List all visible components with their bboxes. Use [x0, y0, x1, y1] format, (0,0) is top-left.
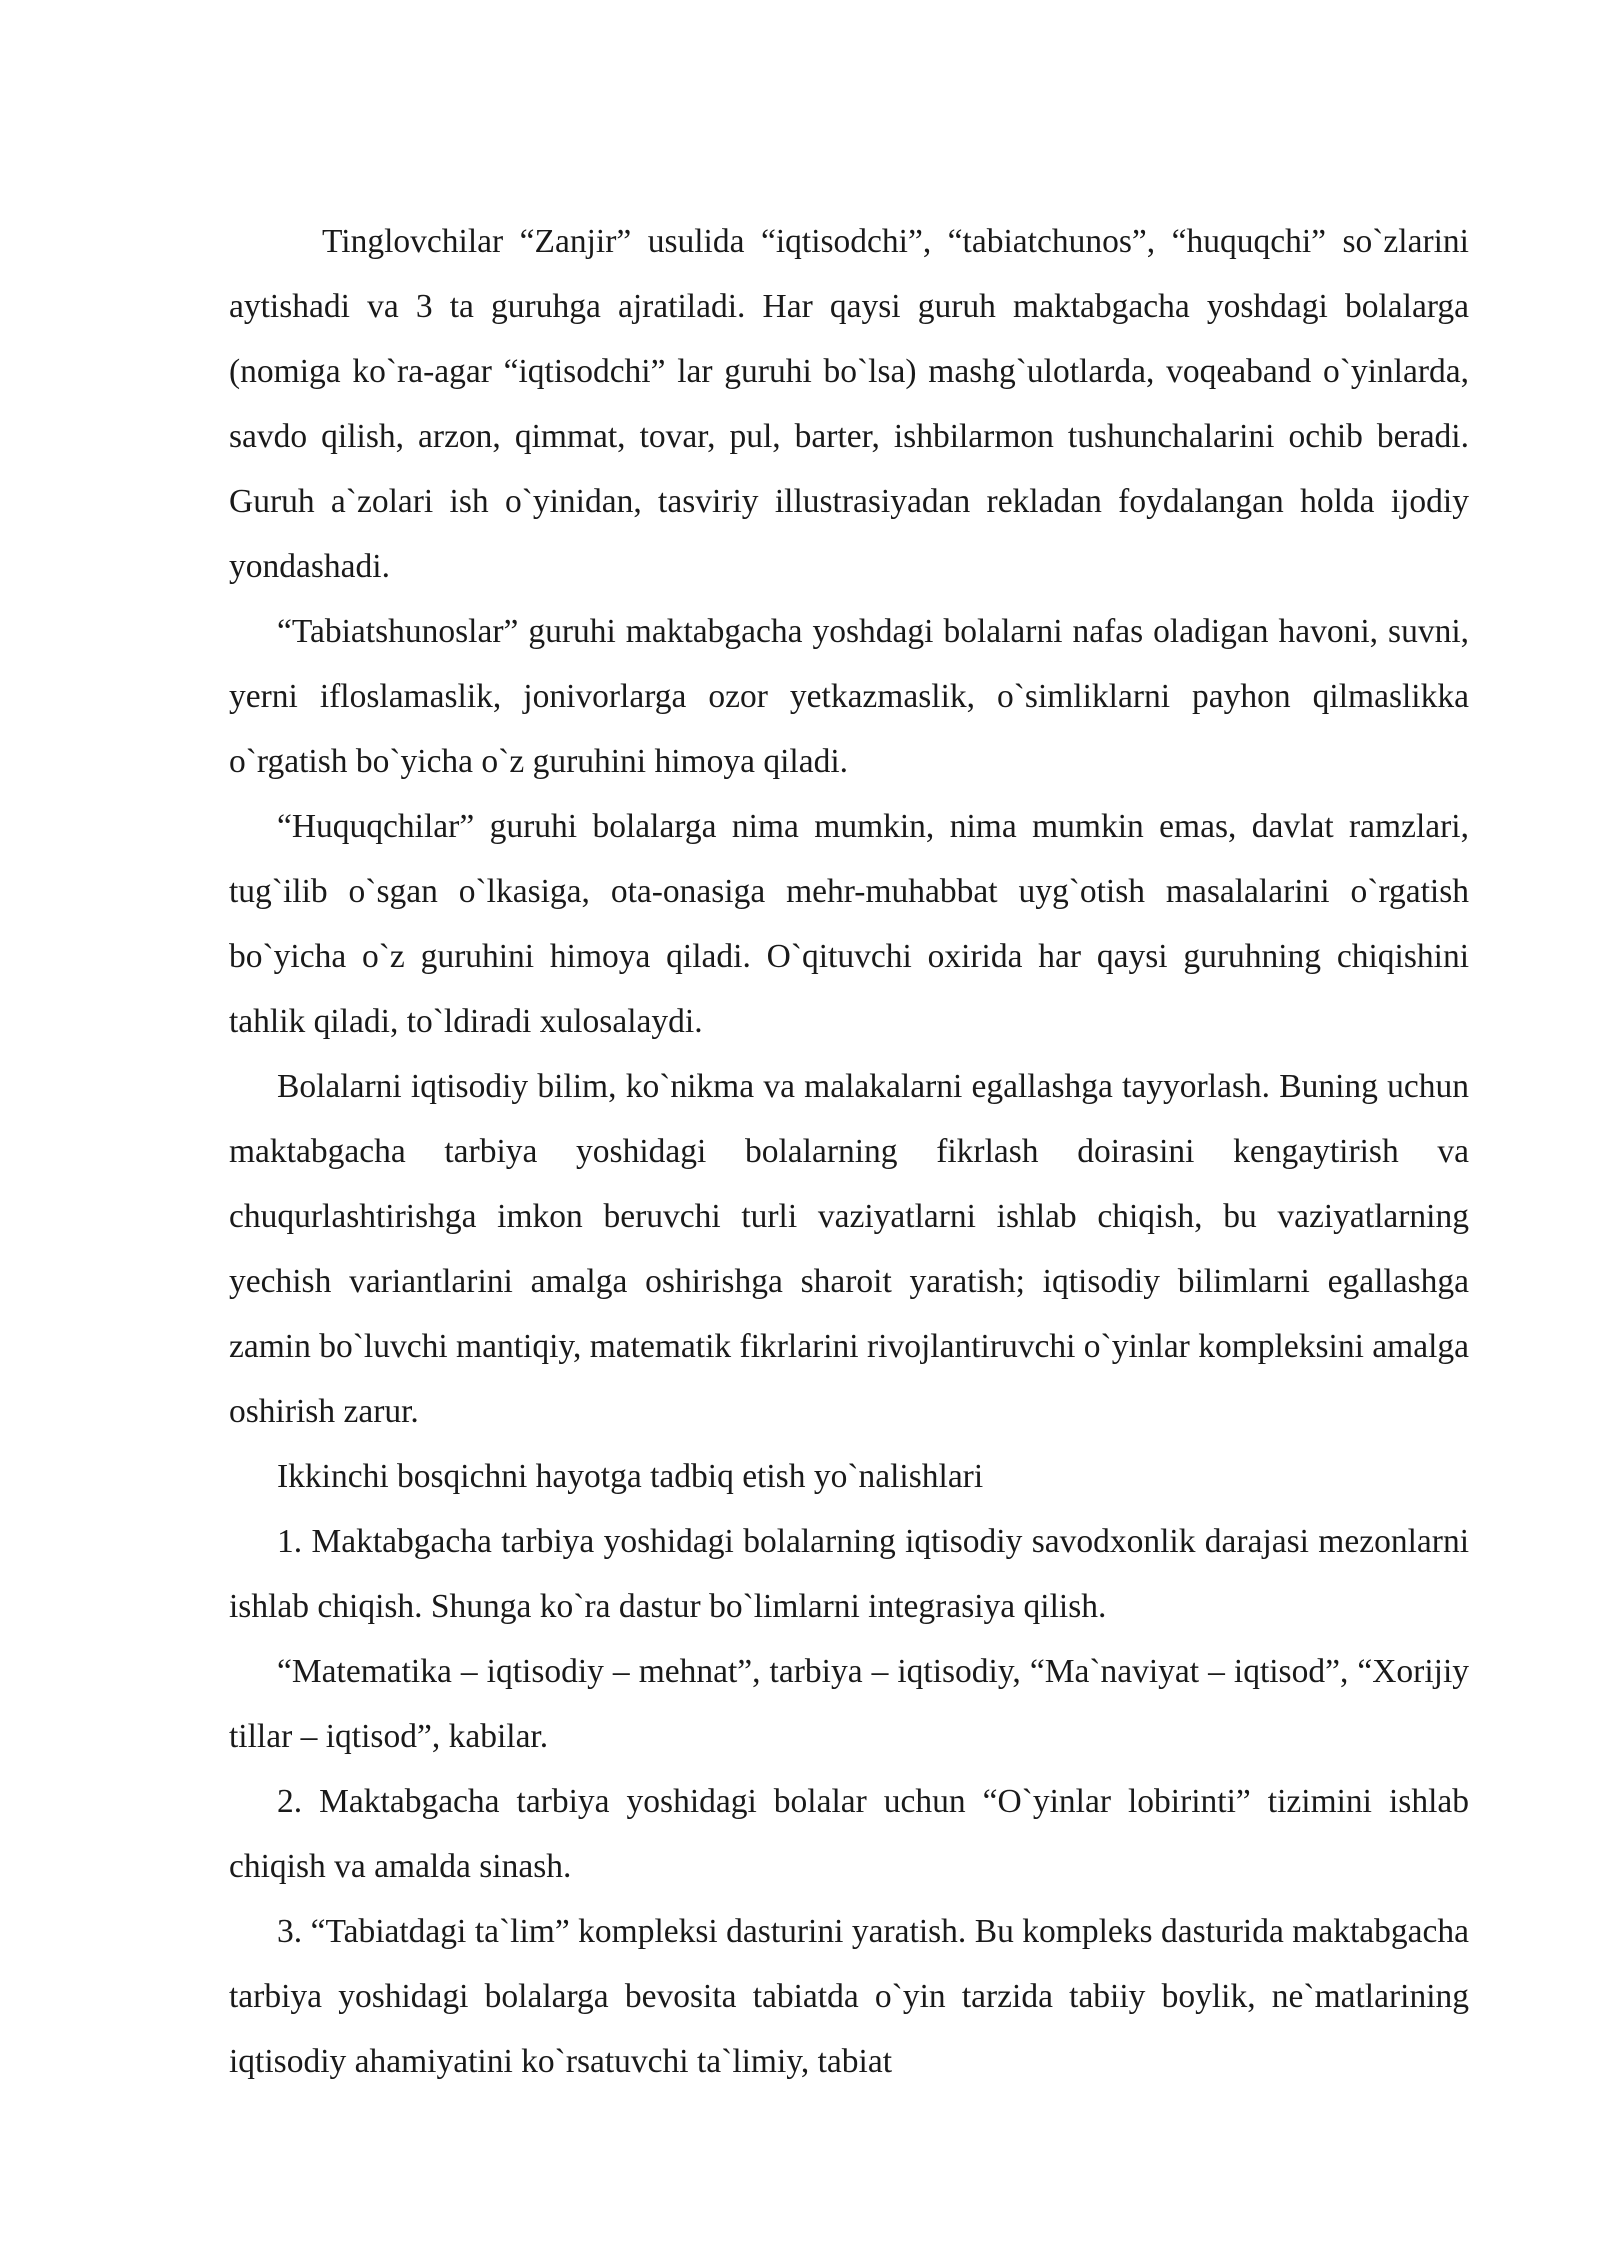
paragraph-zanjir-method: Tinglovchilar “Zanjir” usulida “iqtisodchi”, “tabiatchunos”, “huquqchi” so`zlarini aytishadi va 3 ta guruhga ajratiladi. Har qaysi guruh maktabgacha yoshdagi bolalarga (nomiga ko`ra-agar “iqtisodchi” lar guruhi bo`lsa) mashg`ulotlarda, voqeaband o`yinlarda, savdo qilish, arzon, qimmat, tovar, pul, barter, ishbilarmon tushunchalarini ochib beradi. Guruh a`zolari ish o`yinidan, tasviriy illustrasiyadan rekladan foydalangan holda ijodiy yondashadi. [229, 223, 1469, 585]
paragraph-integration-examples: “Matematika – iqtisodiy – mehnat”, tarbiya – iqtisodiy, “Ma`naviyat – iqtisod”, “Xorijiy tillar – iqtisod”, kabilar. [229, 1653, 1469, 1755]
paragraph-tabiatshunoslar: “Tabiatshunoslar” guruhi maktabgacha yoshdagi bolalarni nafas oladigan havoni, suvni, yerni ifloslamaslik, jonivorlarga ozor yetkazmaslik, o`simliklarni payhon qilmaslikka o`rgatish bo`yicha o`z guruhini himoya qiladi. [229, 613, 1469, 780]
paragraph-second-stage-heading: Ikkinchi bosqichni hayotga tadbiq etish yo`nalishlari [277, 1458, 984, 1495]
paragraph-item-1: 1. Maktabgacha tarbiya yoshidagi bolalarning iqtisodiy savodxonlik darajasi mezonlarni ishlab chiqish. Shunga ko`ra dastur bo`limlarni integrasiya qilish. [229, 1523, 1469, 1625]
document-body [229, 209, 1469, 2094]
paragraph-item-3: 3. “Tabiatdagi ta`lim” kompleksi dasturini yaratish. Bu kompleks dasturida maktabgacha tarbiya yoshidagi bolalarga bevosita tabiatda o`yin tarzida tabiiy boylik, ne`matlarining iqtisodiy ahamiyatini ko`rsatuvchi ta`limiy, tabiat [229, 1913, 1469, 2080]
paragraph-item-2: 2. Maktabgacha tarbiya yoshidagi bolalar uchun “O`yinlar lobirinti” tizimini ishlab chiqish va amalda sinash. [229, 1783, 1469, 1885]
paragraph-economic-preparation: Bolalarni iqtisodiy bilim, ko`nikma va malakalarni egallashga tayyorlash. Buning uchun maktabgacha tarbiya yoshidagi bolalarning fikrlash doirasini kengaytirish va chuqurlashtirishga imkon beruvchi turli vaziyatlarni ishlab chiqish, bu vaziyatlarning yechish variantlarini amalga oshirishga sharoit yaratish; iqtisodiy bilimlarni egallashga zamin bo`luvchi mantiqiy, matematik fikrlarini rivojlantiruvchi o`yinlar kompleksini amalga oshirish zarur. [229, 1068, 1469, 1430]
paragraph-huquqchilar: “Huquqchilar” guruhi bolalarga nima mumkin, nima mumkin emas, davlat ramzlari, tug`ilib o`sgan o`lkasiga, ota-onasiga mehr-muhabbat uyg`otish masalalarini o`rgatish bo`yicha o`z guruhini himoya qiladi. O`qituvchi oxirida har qaysi guruhning chiqishini tahlik qiladi, to`ldiradi xulosalaydi. [229, 808, 1469, 1040]
